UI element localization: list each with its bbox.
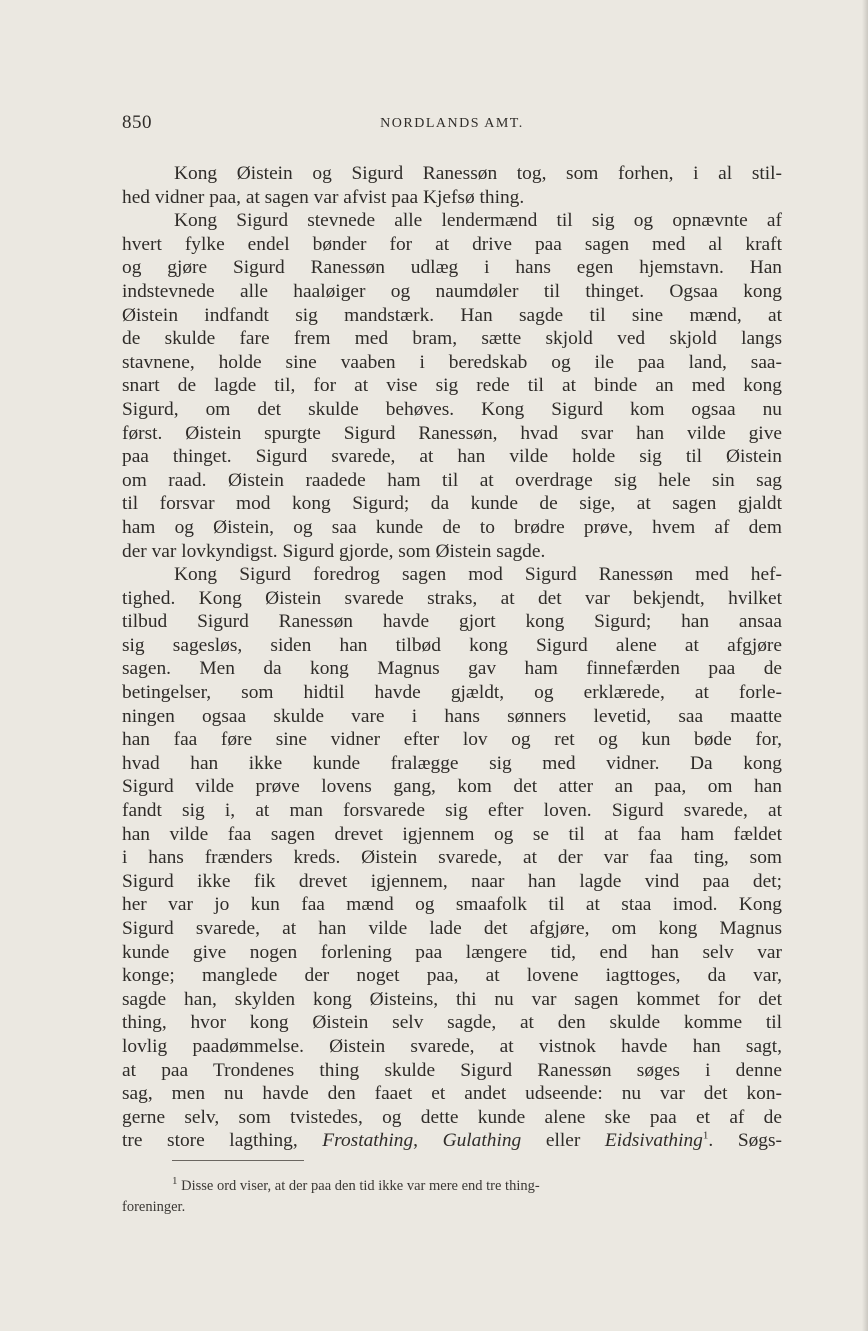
footnote-marker: 1 [172, 1175, 178, 1188]
text-line: sagde han, skylden kong Øisteins, thi nu var sagen kommet for det [122, 988, 782, 1010]
footnote-divider [172, 1160, 304, 1161]
text-line: kunde give nogen forlening paa længere tid, end han selv var [122, 941, 782, 963]
text-line-last [122, 1129, 782, 1153]
text-line: thing, hvor kong Øistein selv sagde, at den skulde komme til [122, 1012, 782, 1034]
text-line: hvert fylke endel bønder for at drive paa sagen med al kraft [122, 233, 782, 255]
page-edge-shadow [862, 0, 868, 1331]
text-line: der var lovkyndigst. Sigurd gjorde, som Øistein sagde. [122, 540, 546, 562]
text-line: de skulde fare frem med bram, sætte skjold ved skjold langs [122, 328, 782, 350]
text-line: han vilde faa sagen drevet igjennem og se til at faa ham fældet [122, 823, 782, 845]
text-line: lovlig paadømmelse. Øistein svarede, at vistnok havde han sagt, [122, 1035, 782, 1057]
text-line: Sigurd ikke fik drevet igjennem, naar han lagde vind paa det; [122, 870, 782, 892]
text-line: til forsvar mod kong Sigurd; da kunde de sige, at sagen gjaldt [122, 493, 782, 515]
text-line: Kong Sigurd foredrog sagen mod Sigurd Ranessøn med hef- [174, 564, 782, 586]
text-line: stavnene, holde sine vaaben i beredskab og ile paa land, saa- [122, 351, 782, 373]
text-line: her var jo kun faa mænd og smaafolk til at staa imod. Kong [122, 894, 782, 916]
text-line: paa thinget. Sigurd svarede, at han vilde holde sig til Øistein [122, 446, 782, 468]
footnote-text: Disse ord viser, at der paa den tid ikke var mere end tre thing- [181, 1178, 540, 1194]
text-line: Sigurd vilde prøve lovens gang, kom det atter an paa, om han [122, 776, 782, 798]
text-line: fandt sig i, at man forsvarede sig efter loven. Sigurd svarede, at [122, 800, 782, 822]
eidsivathing-term: Eidsivathing [604, 1130, 703, 1152]
text-line: først. Øistein spurgte Sigurd Ranessøn, hvad svar han vilde give [122, 422, 782, 444]
text-line: hed vidner paa, at sagen var afvist paa Kjefsø thing. [122, 186, 525, 208]
last-line-sep: eller [521, 1130, 605, 1152]
text-line: ningen ogsaa skulde vare i hans sønners levetid, saa maatte [122, 705, 782, 727]
text-line: han faa føre sine vidner efter lov og ret og kun bøde for, [122, 729, 782, 751]
last-line-sep: , [413, 1130, 443, 1152]
text-line: sag, men nu havde den faaet et andet udseende: nu var det kon- [122, 1083, 782, 1105]
text-line: gerne selv, som tvistedes, og dette kunde alene ske paa et af de [122, 1106, 782, 1128]
page-header [122, 112, 782, 142]
text-line: Kong Sigurd stevnede alle lendermænd til sig og opnævnte af [174, 210, 782, 232]
frostathing-term: Frostathing [322, 1130, 414, 1152]
text-line: sagen. Men da kong Magnus gav ham finnefærden paa de [122, 658, 782, 680]
text-line: betingelser, som hidtil havde gjældt, og erklærede, at forle- [122, 682, 782, 704]
text-line: hvad han ikke kunde fralægge sig med vidner. Da kong [122, 752, 782, 774]
gulathing-term: Gulathing [442, 1130, 522, 1152]
text-line: konge; manglede der noget paa, at lovene iagttoges, da var, [122, 965, 782, 987]
text-line: Sigurd, om det skulde behøves. Kong Sigurd kom ogsaa nu [122, 398, 782, 420]
footnote-reference[interactable]: 1 [702, 1129, 709, 1142]
text-line: tilbud Sigurd Ranessøn havde gjort kong Sigurd; han ansaa [122, 611, 782, 633]
last-line-lead: tre store lagthing, [122, 1130, 323, 1152]
text-line: indstevnede alle haaløiger og naumdøler til thinget. Ogsaa kong [122, 280, 782, 302]
text-line: Sigurd svarede, at han vilde lade det afgjøre, om kong Magnus [122, 918, 782, 939]
text-line: om raad. Øistein raadede ham til at overdrage sig hele sin sag [122, 469, 782, 491]
footnote-line: foreninger. [122, 1199, 186, 1215]
footnote-line [122, 1176, 782, 1197]
last-line-tail: . Søgs- [708, 1130, 782, 1152]
text-line: Kong Øistein og Sigurd Ranessøn tog, som forhen, i al stil- [174, 163, 782, 184]
footnote [122, 1176, 782, 1218]
text-line: og gjøre Sigurd Ranessøn udlæg i hans egen hjemstavn. Han [122, 257, 782, 279]
page-number: 850 [122, 112, 152, 133]
text-line: snart de lagde til, for at vise sig rede til at binde an med kong [122, 375, 782, 397]
running-head: NORDLANDS AMT. [380, 116, 524, 131]
text-line: at paa Trondenes thing skulde Sigurd Ranessøn søges i denne [122, 1059, 782, 1081]
text-line: ham og Øistein, og saa kunde de to brødre prøve, hvem af dem [122, 516, 782, 538]
text-line: sig sagesløs, siden han tilbød kong Sigurd alene at afgjøre [122, 634, 782, 656]
text-line: Øistein indfandt sig mandstærk. Han sagde til sine mænd, at [122, 304, 782, 326]
text-line: i hans frænders kreds. Øistein svarede, at der var faa ting, som [122, 847, 782, 869]
text-line: tighed. Kong Øistein svarede straks, at det var bekjendt, hvilket [122, 587, 782, 609]
body-text [122, 162, 782, 1153]
